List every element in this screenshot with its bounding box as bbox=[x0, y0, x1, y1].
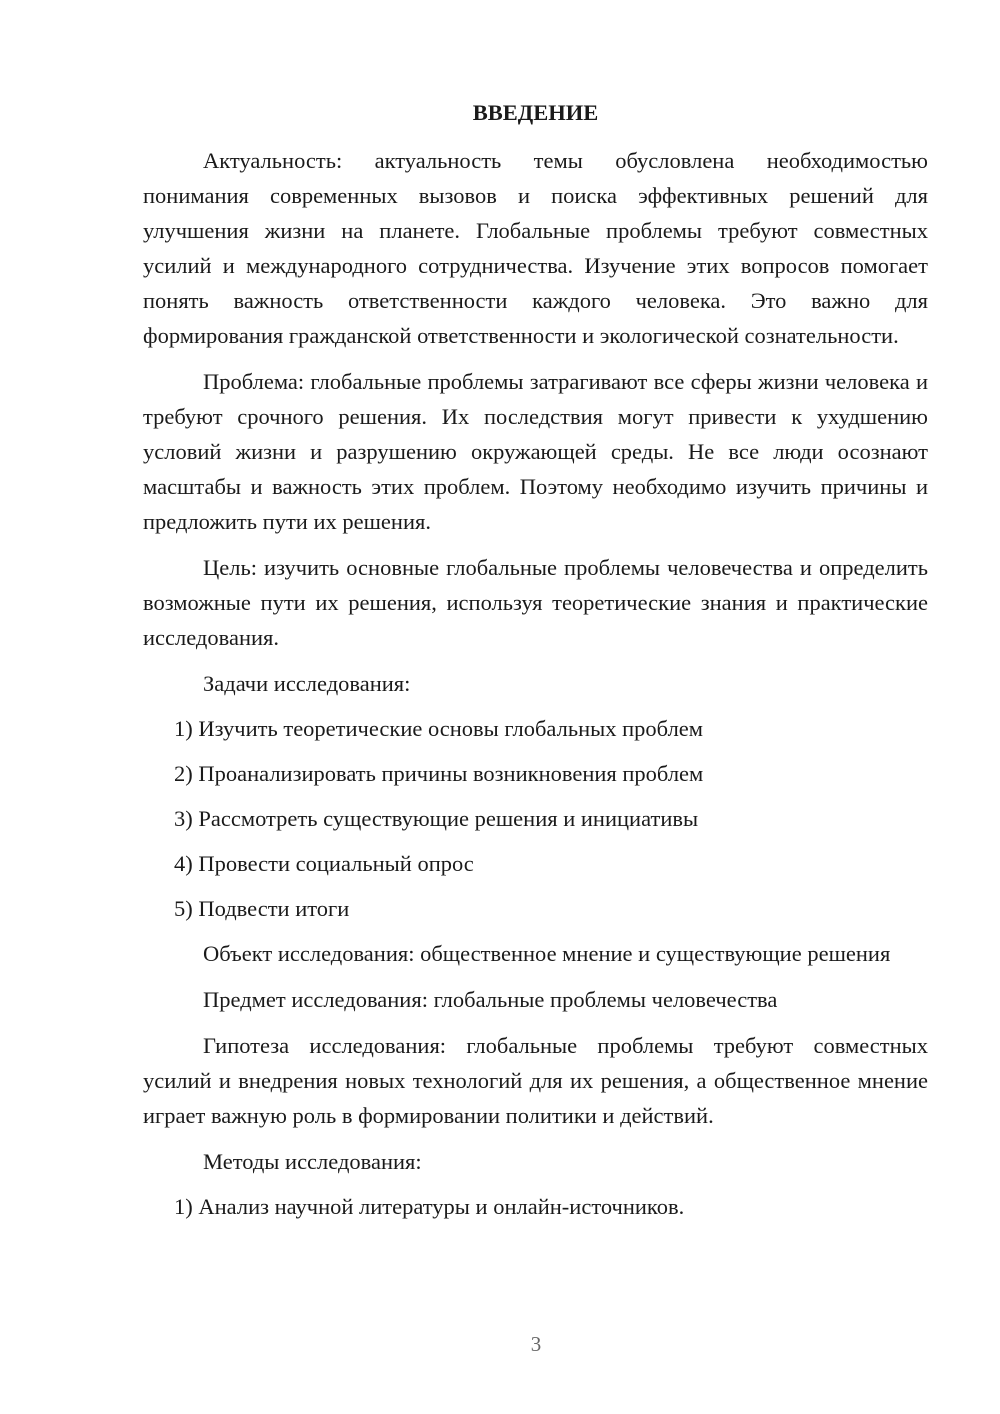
page-number: 3 bbox=[530, 1332, 542, 1356]
document-page bbox=[143, 95, 928, 1234]
methods-list bbox=[143, 1189, 928, 1224]
methods-heading: Методы исследования: bbox=[203, 1149, 422, 1174]
paragraph-problem: Проблема: глобальные проблемы затрагивают все сферы жизни человека и требуют срочного решения. Их последствия могут привести к ухудшению условий жизни и разрушению окружающей среды. Не все люди осознают масштабы и важность этих проблем. Поэтому необходимо изучить причины и предложить пути их решения. bbox=[143, 369, 928, 534]
tasks-heading: Задачи исследования: bbox=[203, 671, 411, 696]
list-item: 3) Рассмотреть существующие решения и инициативы bbox=[174, 806, 699, 831]
list-item: 1) Анализ научной литературы и онлайн-источников. bbox=[174, 1194, 685, 1219]
paragraph-object: Объект исследования: общественное мнение и существующие решения bbox=[203, 941, 891, 966]
tasks-list bbox=[143, 711, 928, 926]
paragraph-relevance: Актуальность: актуальность темы обусловлена необходимостью понимания современных вызовов и поиска эффективных решений для улучшения жизни на планете. Глобальные проблемы требуют совместных усилий и международного сотрудничества. Изучение этих вопросов помогает понять важность ответственности каждого человека. Это важно для формирования гражданской ответственности и экологической сознательности. bbox=[143, 148, 928, 348]
page-title: ВВЕДЕНИЕ bbox=[472, 100, 599, 125]
paragraph-subject: Предмет исследования: глобальные проблемы человечества bbox=[203, 987, 778, 1012]
paragraph-hypothesis: Гипотеза исследования: глобальные проблемы требуют совместных усилий и внедрения новых технологий для их решения, а общественное мнение играет важную роль в формировании политики и действий. bbox=[143, 1033, 928, 1128]
paragraph-goal: Цель: изучить основные глобальные проблемы человечества и определить возможные пути их решения, используя теоретические знания и практические исследования. bbox=[143, 555, 928, 650]
list-item: 2) Проанализировать причины возникновения проблем bbox=[174, 761, 704, 786]
list-item: 1) Изучить теоретические основы глобальных проблем bbox=[174, 716, 704, 741]
list-item: 5) Подвести итоги bbox=[174, 896, 350, 921]
list-item: 4) Провести социальный опрос bbox=[174, 851, 474, 876]
